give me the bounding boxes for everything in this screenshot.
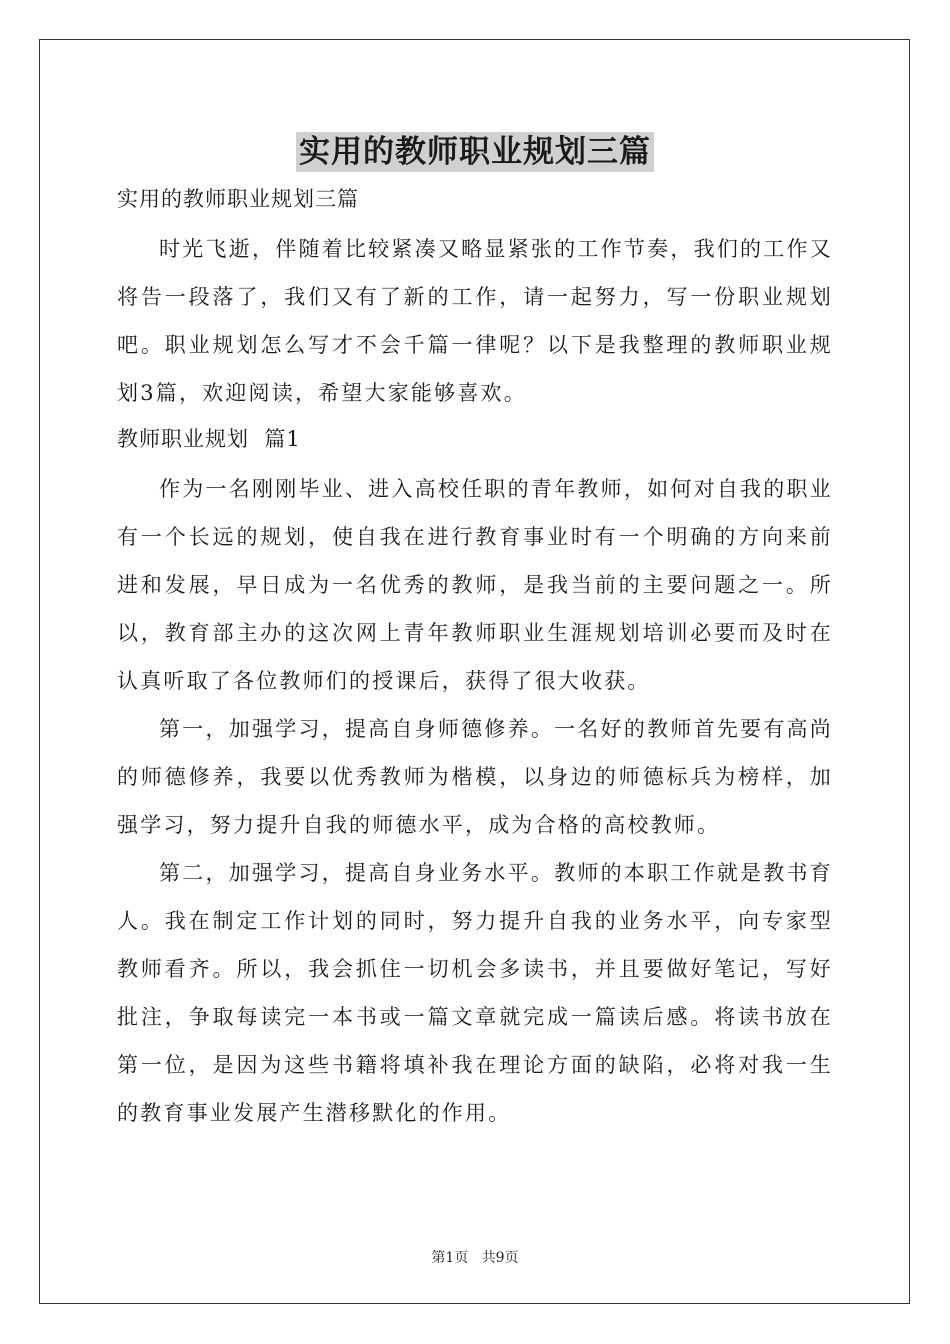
document-subtitle: 实用的教师职业规划三篇 [117, 187, 359, 211]
document-title [0, 126, 950, 171]
body-paragraph: 第二，加强学习，提高自身业务水平。教师的本职工作就是教书育人。我在制定工作计划的同时，努力提升自我的业务水平，向专家型教师看齐。所以，我会抓住一切机会多读书，并且要做好笔记，写好批注，争取每读完一本书或一篇文章就完成一篇读后感。将读书放在第一位，是因为这些书籍将填补我在理论方面的缺陷，必将对我一生的教育事业发展产生潜移默化的作用。 [117, 861, 833, 1125]
document-title-text: 实用的教师职业规划三篇 [296, 132, 654, 172]
section-heading: 教师职业规划 篇1 [117, 427, 301, 451]
document-body [117, 181, 833, 1137]
body-paragraph: 作为一名刚刚毕业、进入高校任职的青年教师，如何对自我的职业有一个长远的规划，使自我在进行教育事业时有一个明确的方向来前进和发展，早日成为一名优秀的教师，是我当前的主要问题之一。所以，教育部主办的这次网上青年教师职业生涯规划培训必要而及时在认真听取了各位教师们的授课后，获得了很大收获。 [117, 477, 833, 693]
intro-paragraph: 时光飞逝，伴随着比较紧凑又略显紧张的工作节奏，我们的工作又将告一段落了，我们又有了新的工作，请一起努力，写一份职业规划吧。职业规划怎么写才不会千篇一律呢？以下是我整理的教师职业规划3篇，欢迎阅读，希望大家能够喜欢。 [117, 237, 833, 405]
body-paragraph: 第一，加强学习，提高自身师德修养。一名好的教师首先要有高尚的师德修养，我要以优秀教师为楷模，以身边的师德标兵为榜样，加强学习，努力提升自我的师德水平，成为合格的高校教师。 [117, 717, 833, 837]
page-footer: 第1页 共9页 [431, 1250, 519, 1266]
